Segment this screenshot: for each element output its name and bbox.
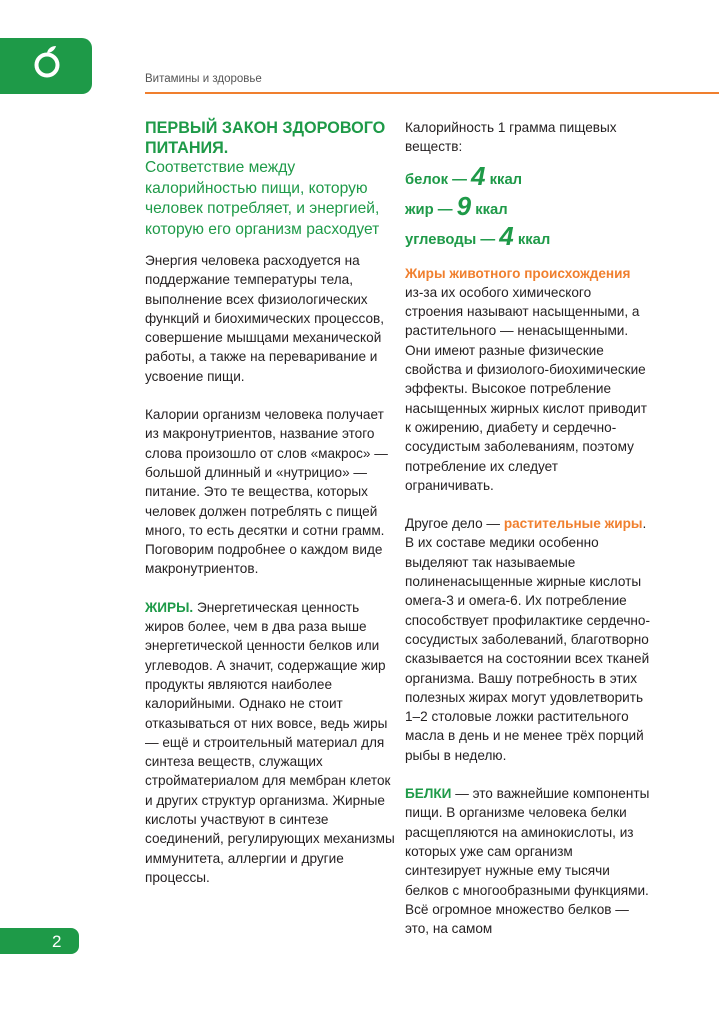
spacer <box>145 386 395 405</box>
animal-fats-heading: Жиры животного происхождения <box>405 265 631 281</box>
plant-fats-heading: растительные жиры <box>503 516 643 532</box>
animal-fats-text: из-за их особого химического строения называют насыщенными, а растительного — ненасыщенными. Они имеют разные физические свойства и физиолого-биохимические эффекты. Высокое потребление насыщенных жирных кислот приводит к ожирению, диабету и сердечно-сосудистым заболеваниям, поэтому потребление их следует ограничивать. <box>405 284 647 493</box>
calorie-unit: ккал <box>471 201 508 218</box>
calorie-unit: ккал <box>513 231 551 248</box>
fats-heading: ЖИРЫ. <box>145 599 194 615</box>
logo-tab <box>0 38 92 94</box>
paragraph-macronutrients: Калории организм человека получает из макронутриентов, название этого слова произошло от слов «макрос» — большой длинный и «нутрицио» — питание. Это те вещества, которых человек должен потреблять с пищей много, то есть десятки и сотни грамм. Поговорим подробнее о каждом виде макронутриентов. <box>145 407 388 577</box>
proteins-text: — это важнейшие компоненты пищи. В организме человека белки расщепляются на аминокислоты, из которых уже сам организм синтезирует нужные ему тысячи белков с многообразными функциями. Всё огромное множество белков — это, на самом <box>405 786 650 937</box>
calories-list <box>405 160 650 253</box>
paragraph-plant-fats <box>405 514 650 765</box>
calorie-label: белок — <box>405 171 472 188</box>
spacer <box>405 765 650 784</box>
paragraph-energy: Энергия человека расходуется на поддержание температуры тела, выполнение всех физиологических функций и биохимических процессов, совершение мышцами механической работы, а также на переваривание и усвоение пищи. <box>145 253 385 384</box>
spacer <box>405 495 650 514</box>
page-number: 2 <box>52 932 62 951</box>
right-column <box>405 118 650 938</box>
section-label: Витамины и здоровье <box>145 73 262 85</box>
calorie-label: жир — <box>405 201 457 218</box>
proteins-heading: БЕЛКИ <box>405 786 452 802</box>
paragraph-animal-fats <box>405 264 650 496</box>
fats-text: Энергетическая ценность жиров более, чем в два раза выше энергетической ценности белков или углеводов. А значит, содержащие жир продукты являются наиболее калорийными. Однако не стоит отказываться от них вовсе, ведь жиры — ещё и строительный материал для синтеза веществ, служащих стройматериалом для мембран клеток и других структур организма. Жирные кислоты участвуют в синтезе соединений, регулирующих механизмы иммунитета, аллергии и другие процессы. <box>145 599 395 885</box>
section-subtitle: Соответствие между калорийностью пищи, которую человек потребляет, и энергией, которую его организм расходует <box>145 159 380 238</box>
paragraph-fats <box>145 598 395 887</box>
calorie-value: 4 <box>499 220 514 251</box>
header-divider <box>145 92 719 94</box>
calories-intro: Калорийность 1 грамма пищевых веществ: <box>405 120 617 155</box>
calorie-row-protein <box>405 160 650 193</box>
calorie-unit: ккал <box>485 171 523 188</box>
section-title: ПЕРВЫЙ ЗАКОН ЗДОРОВОГО ПИТАНИЯ. <box>145 119 386 157</box>
calorie-row-carbs <box>405 220 650 253</box>
calorie-label: углеводы — <box>405 231 500 248</box>
left-column <box>145 118 395 887</box>
calorie-value: 4 <box>471 160 486 191</box>
spacer <box>145 579 395 598</box>
calorie-value: 9 <box>456 190 472 221</box>
paragraph-proteins <box>405 784 650 938</box>
page-number-tab <box>0 928 79 954</box>
plant-fats-text: . В их составе медики особенно выделяют так называемые полиненасыщенные жирные кислоты омега-3 и омега-6. Их потребление способствует профилактике сердечно-сосудистых заболеваний, благотворно сказывается на состоянии всех тканей организма. Вашу потребность в этих полезных жирах могут удовлетворить 1–2 столовые ложки растительного масла в день и не менее трёх порций рыбы в неделю. <box>405 516 650 763</box>
plant-fats-prefix: Другое дело — <box>405 516 504 532</box>
apple-icon <box>33 45 61 79</box>
calorie-row-fat <box>405 190 650 223</box>
